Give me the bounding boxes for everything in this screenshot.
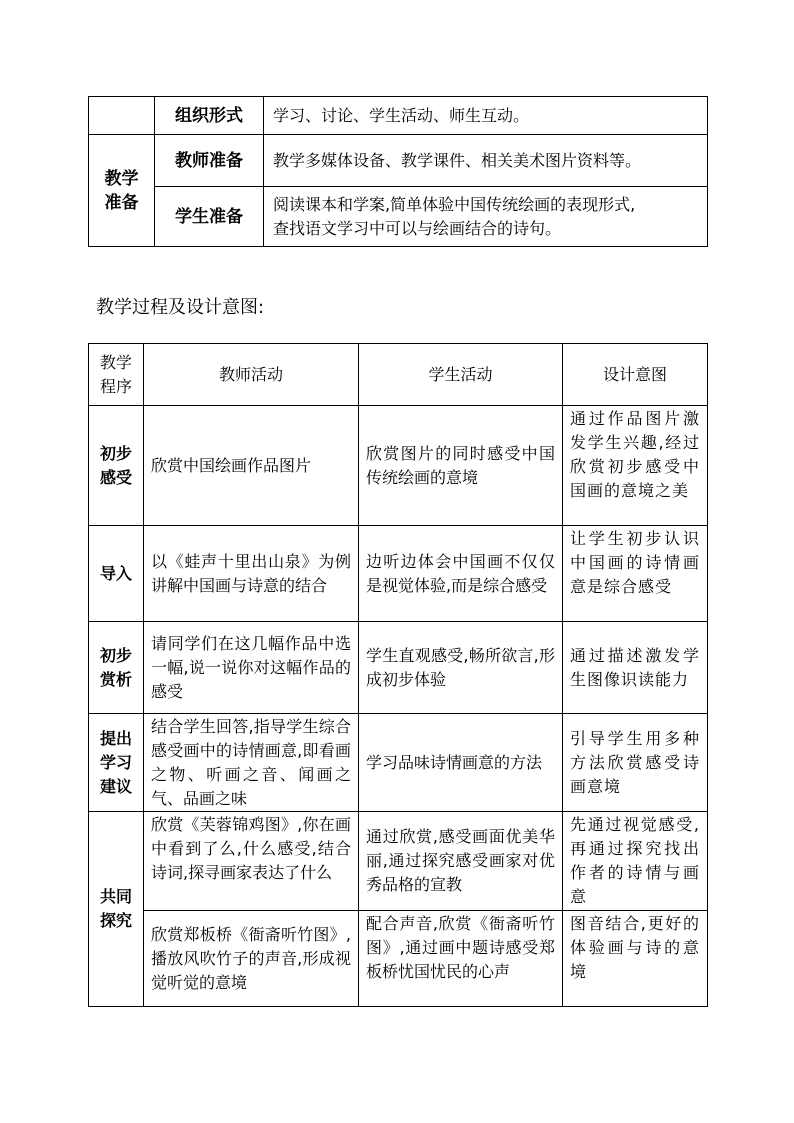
student-activity: 欣赏图片的同时感受中国传统绘画的意境 [359, 406, 563, 526]
student-prep-line2: 查找语文学习中可以与绘画结合的诗句。 [273, 218, 562, 238]
stage-line: 共同 [99, 887, 132, 906]
stage-line: 初步 [99, 443, 132, 463]
stage-line: 学习 [99, 752, 132, 772]
header-student: 学生活动 [359, 344, 563, 406]
process-table [88, 343, 708, 1007]
design-intent: 先通过视觉感受,再通过探究找出作者的诗情与画意 [563, 812, 708, 911]
teacher-activity: 欣赏《芙蓉锦鸡图》,你在画中看到了么,什么感受,结合诗词,探寻画家表达了什么 [144, 812, 359, 911]
section-heading: 教学过程及设计意图: [96, 297, 265, 318]
teacher-activity: 以《蛙声十里出山泉》为例讲解中国画与诗意的结合 [144, 526, 359, 622]
stage-line: 初步 [99, 645, 132, 665]
org-form-label: 组织形式 [155, 97, 264, 135]
header-intent: 设计意图 [563, 344, 708, 406]
teacher-activity: 结合学生回答,指导学生综合感受画中的诗情画意,即看画之物、听画之音、闻画之气、品画之味 [144, 714, 359, 812]
design-intent: 通过描述激发学生图像识读能力 [563, 622, 708, 714]
design-intent: 图音结合,更好的体验画与诗的意境 [563, 911, 708, 1007]
blank-cell [89, 97, 155, 135]
preparation-table [88, 96, 708, 247]
table-row [89, 406, 708, 526]
student-prep-label: 学生准备 [155, 187, 264, 247]
stage-label [89, 406, 144, 526]
teacher-prep-value: 教学多媒体设备、教学课件、相关美术图片资料等。 [264, 135, 708, 187]
header-stage-line2: 程序 [99, 376, 132, 396]
table-row [89, 714, 708, 812]
student-activity: 边听边体会中国画不仅仅是视觉体验,而是综合感受 [359, 526, 563, 622]
table-row [89, 911, 708, 1007]
teacher-activity: 欣赏郑板桥《衙斋听竹图》,播放风吹竹子的声音,形成视觉听觉的意境 [144, 911, 359, 1007]
student-prep-row [89, 187, 708, 247]
student-activity: 学习品味诗情画意的方法 [359, 714, 563, 812]
student-activity: 通过欣赏,感受画面优美华丽,通过探究感受画家对优秀品格的宣教 [359, 812, 563, 911]
table-row [89, 812, 708, 911]
design-intent: 让学生初步认识中国画的诗情画意是综合感受 [563, 526, 708, 622]
student-activity: 学生直观感受,畅所欲言,形成初步体验 [359, 622, 563, 714]
teaching-prep-group-label [89, 135, 155, 247]
student-prep-value [264, 187, 708, 247]
stage-label [89, 812, 144, 1007]
group-label-line2: 准备 [104, 192, 139, 213]
stage-line: 建议 [99, 776, 132, 796]
org-form-value: 学习、讨论、学生活动、师生互动。 [264, 97, 708, 135]
teacher-prep-row [89, 135, 708, 187]
header-row [89, 344, 708, 406]
teacher-activity: 请同学们在这几幅作品中选一幅,说一说你对这幅作品的感受 [144, 622, 359, 714]
student-prep-line1: 阅读课本和学案,简单体验中国传统绘画的表现形式, [273, 194, 636, 214]
teacher-prep-label: 教师准备 [155, 135, 264, 187]
student-activity: 配合声音,欣赏《衙斋听竹图》,通过画中题诗感受郑板桥忧国忧民的心声 [359, 911, 563, 1007]
teacher-activity: 欣赏中国绘画作品图片 [144, 406, 359, 526]
design-intent: 引导学生用多种方法欣赏感受诗画意境 [563, 714, 708, 812]
header-teacher: 教师活动 [144, 344, 359, 406]
header-stage-line1: 教学 [99, 352, 132, 372]
org-form-row [89, 97, 708, 135]
stage-label [89, 526, 144, 622]
stage-line: 探究 [99, 911, 132, 930]
stage-line: 导入 [99, 563, 132, 583]
design-intent: 通过作品图片激发学生兴趣,经过欣赏初步感受中国画的意境之美 [563, 406, 708, 526]
stage-line: 赏析 [99, 669, 132, 689]
group-label-line1: 教学 [104, 168, 139, 189]
table-row [89, 526, 708, 622]
table-row [89, 622, 708, 714]
stage-label [89, 622, 144, 714]
stage-label [89, 714, 144, 812]
stage-line: 感受 [99, 467, 132, 487]
stage-line: 提出 [99, 728, 132, 748]
header-stage [89, 344, 144, 406]
